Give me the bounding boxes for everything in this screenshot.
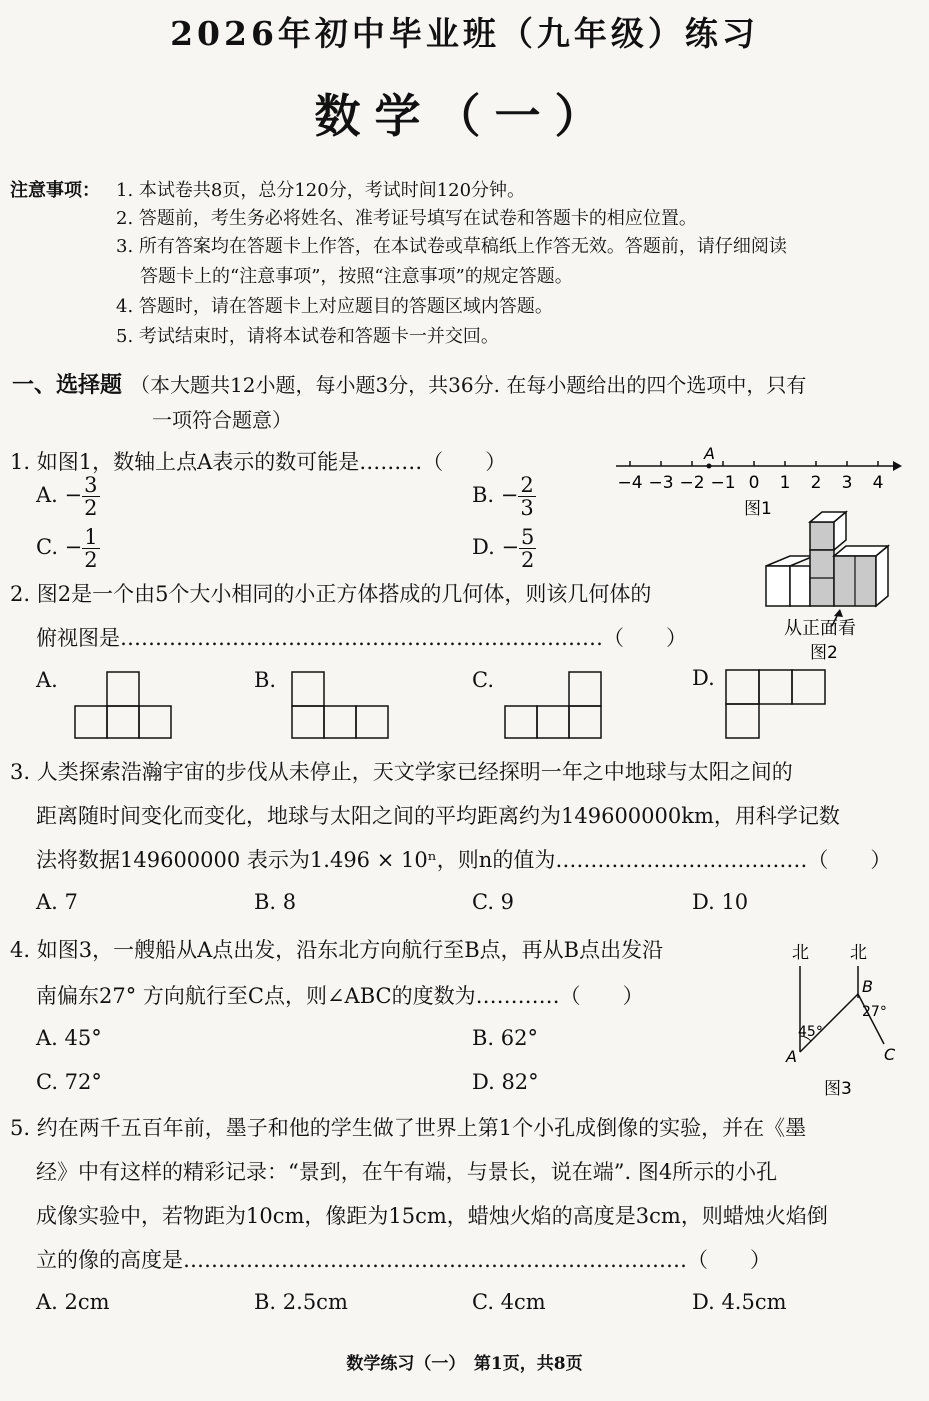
q2-option-d: D. [692, 666, 715, 690]
q3-option-a: A. 7 [36, 890, 78, 914]
tick-label: 4 [872, 473, 884, 493]
q2-option-a: A. [36, 668, 58, 692]
q3-line: 3. 人类探索浩瀚宇宙的步伐从未停止，天文学家已经探明一年之中地球与太阳之间的 [10, 760, 793, 784]
navigation-figure [770, 936, 910, 1106]
q4-option-b: B. 62° [472, 1026, 539, 1050]
q4-option-c: C. 72° [36, 1070, 102, 1094]
q3-line: 距离随时间变化而变化，地球与太阳之间的平均距离约为149600000km，用科学记数 [36, 804, 840, 828]
q4-option-a: A. 45° [36, 1026, 102, 1050]
tick-label: −1 [710, 473, 736, 493]
tick-label: 3 [841, 473, 853, 493]
q3-option-b: B. 8 [254, 890, 297, 914]
figure2-caption: 图2 [810, 643, 838, 663]
tick-label: 2 [810, 473, 822, 493]
q1-option-b: B. − $\frac{2}{3}$ [472, 473, 534, 520]
exam-title: 2026年初中毕业班（九年级）练习 [170, 14, 759, 53]
north-label: 北 [850, 943, 867, 963]
q5-option-a: A. 2cm [36, 1290, 110, 1314]
figure3-caption: 图3 [824, 1079, 852, 1099]
point-a-label: A [786, 1047, 797, 1066]
cube-solid-figure [758, 510, 898, 665]
angle-45-label: 45° [798, 1024, 823, 1040]
q2-option-d-grid [725, 668, 829, 740]
q5-line: 成像实验中，若物距为10cm，像距为15cm，蜡烛火焰的高度是3cm，则蜡烛火焰倒 [36, 1204, 828, 1228]
page-footer: 数学练习（一） 第1页，共8页 [346, 1354, 583, 1374]
q3-option-c: C. 9 [472, 890, 515, 914]
q2-option-a-grid [74, 670, 174, 740]
q1-option-c: C. − $\frac{1}{2}$ [36, 525, 98, 572]
subject-title: 数学（一） [314, 89, 615, 143]
q5-option-b: B. 2.5cm [254, 1290, 348, 1314]
q5-option-d: D. 4.5cm [692, 1290, 787, 1314]
notice-item: 4. 答题时，请在答题卡上对应题目的答题区域内答题。 [116, 296, 553, 317]
point-c-label: C [884, 1045, 896, 1064]
notice-item: 2. 答题前，考生务必将姓名、准考证号填写在试卷和答题卡的相应位置。 [116, 208, 697, 229]
q2-option-c: C. [472, 668, 494, 692]
tick-label: 0 [748, 473, 760, 493]
q2-option-b-grid [291, 670, 391, 740]
q1-stem: 1. 如图1，数轴上点A表示的数可能是………（ ） [10, 450, 507, 474]
q5-option-c: C. 4cm [472, 1290, 546, 1314]
q2-option-c-grid [504, 670, 604, 740]
q2-stem: 2. 图2是一个由5个大小相同的小正方体搭成的几何体，则该几何体的 [10, 582, 652, 606]
notice-item: 1. 本试卷共8页，总分120分，考试时间120分钟。 [116, 180, 526, 201]
tick-label: 1 [779, 473, 791, 493]
tick-label: −4 [617, 473, 643, 493]
q1-option-d: D. − $\frac{5}{2}$ [472, 525, 535, 572]
front-view-label: 从正面看 [784, 618, 856, 639]
section-heading: 一、选择题 [12, 372, 123, 398]
q5-line: 立的像的高度是………………………………………………………………（ ） [36, 1248, 771, 1272]
q2-stem: 俯视图是……………………………………………………………（ ） [36, 626, 687, 650]
notice-item: 答题卡上的“注意事项”，按照“注意事项”的规定答题。 [140, 266, 573, 287]
point-a-label: A [704, 444, 715, 463]
angle-27-label: 27° [862, 1004, 887, 1020]
q4-option-d: D. 82° [472, 1070, 539, 1094]
notice-item: 5. 考试结束时，请将本试卷和答题卡一并交回。 [116, 326, 499, 347]
north-label: 北 [792, 943, 809, 963]
notice-label: 注意事项： [10, 180, 100, 201]
point-b-label: B [862, 977, 873, 996]
section-desc: 一项符合题意） [152, 408, 292, 432]
q4-line: 4. 如图3，一艘船从A点出发，沿东北方向航行至B点，再从B点出发沿 [10, 938, 664, 962]
figure1-caption: 图1 [744, 499, 772, 519]
q4-line: 南偏东27° 方向航行至C点，则∠ABC的度数为…………（ ） [36, 984, 644, 1008]
section-desc: （本大题共12小题，每小题3分，共36分. 在每小题给出的四个选项中，只有 [130, 373, 807, 397]
q1-option-a: A. − $\frac{3}{2}$ [36, 473, 98, 520]
notice-item: 3. 所有答案均在答题卡上作答，在本试卷或草稿纸上作答无效。答题前，请仔细阅读 [116, 236, 787, 257]
tick-label: −2 [679, 473, 705, 493]
q5-line: 5. 约在两千五百年前，墨子和他的学生做了世界上第1个小孔成倒像的实验，并在《墨 [10, 1116, 807, 1140]
tick-label: −3 [648, 473, 674, 493]
q2-option-b: B. [254, 668, 277, 692]
q3-option-d: D. 10 [692, 890, 749, 914]
q5-line: 经》中有这样的精彩记录：“景到，在午有端，与景长，说在端”. 图4所示的小孔 [36, 1160, 778, 1184]
q3-line: 法将数据149600000 表示为1.496 × 10ⁿ，则n的值为………………………………（ ） [36, 848, 892, 872]
